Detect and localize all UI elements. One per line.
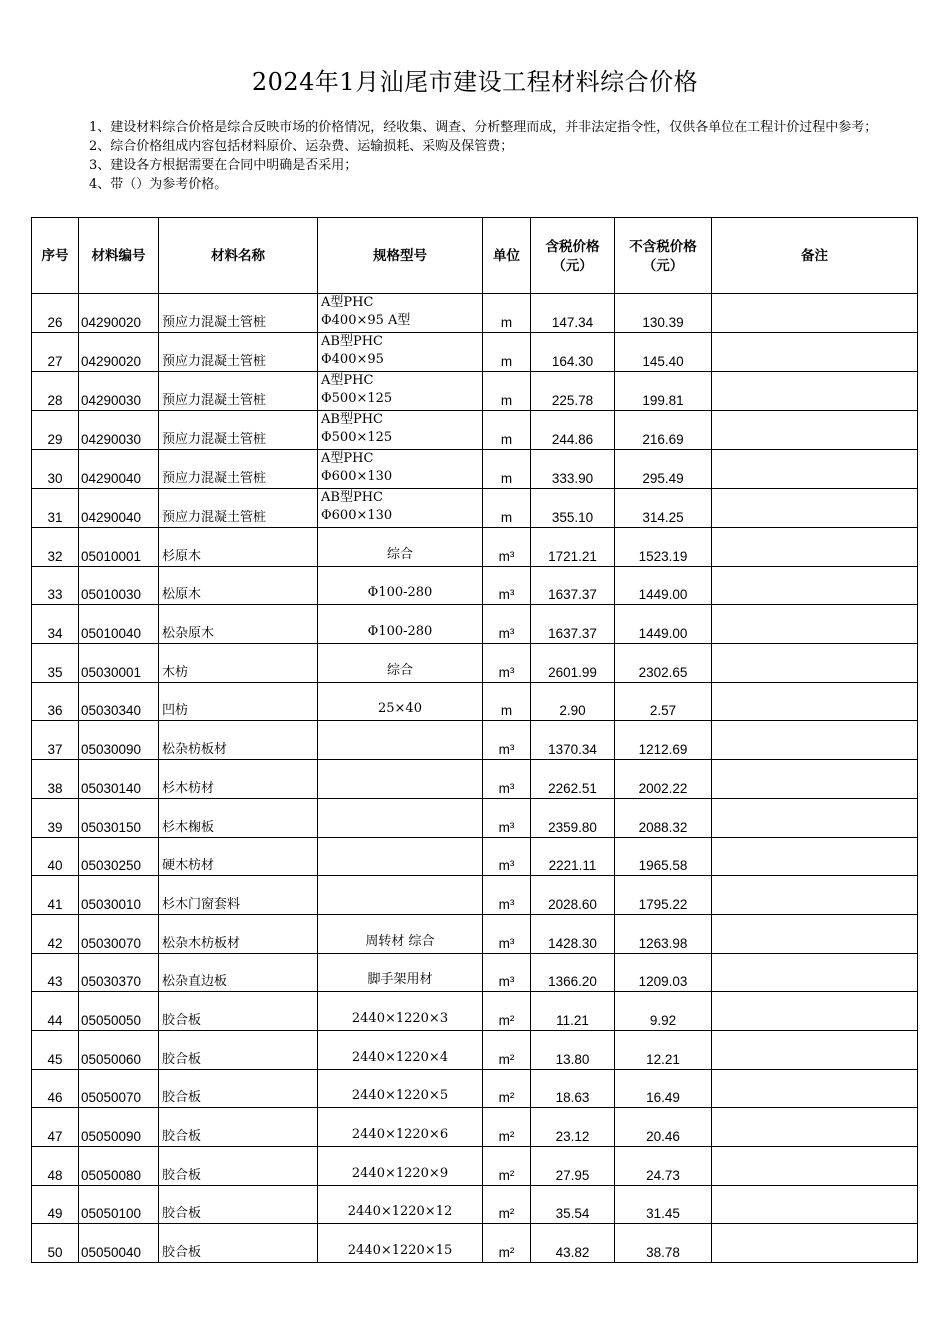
cell-no: 48 — [32, 1147, 79, 1186]
cell-no: 42 — [32, 914, 79, 953]
cell-tax-price: 27.95 — [531, 1147, 615, 1186]
table-row — [32, 1030, 918, 1069]
cell-remark — [712, 837, 918, 876]
cell-unit: m³ — [483, 566, 531, 605]
cell-unit: m³ — [483, 644, 531, 683]
header-tax-price: 含税价格（元） — [531, 218, 615, 294]
cell-no: 36 — [32, 682, 79, 721]
table-row — [32, 605, 918, 644]
cell-tax-price: 18.63 — [531, 1069, 615, 1108]
table-row — [32, 1069, 918, 1108]
table-row — [32, 876, 918, 915]
cell-code: 05030001 — [79, 644, 159, 683]
spec-line: Φ600×130 — [321, 508, 393, 523]
cell-notax-price: 2002.22 — [615, 760, 712, 799]
cell-notax-price: 16.49 — [615, 1069, 712, 1108]
table-row — [32, 566, 918, 605]
table-row — [32, 1108, 918, 1147]
header-no: 序号 — [32, 218, 79, 294]
cell-unit: m² — [483, 1224, 531, 1263]
page-title: 2024年1月汕尾市建设工程材料综合价格 — [251, 68, 699, 96]
cell-unit: m³ — [483, 721, 531, 760]
cell-tax-price: 1637.37 — [531, 566, 615, 605]
cell-unit: m³ — [483, 876, 531, 915]
cell-notax-price: 1263.98 — [615, 914, 712, 953]
cell-no: 35 — [32, 644, 79, 683]
cell-spec — [318, 953, 483, 992]
cell-unit: m — [483, 489, 531, 528]
note-item: 3、建设各方根据需要在合同中明确是否采用； — [89, 158, 358, 173]
cell-unit: m² — [483, 1185, 531, 1224]
cell-unit: m — [483, 294, 531, 333]
cell-notax-price: 2088.32 — [615, 798, 712, 837]
cell-name: 杉木椈板 — [159, 798, 318, 837]
cell-code: 05030340 — [79, 682, 159, 721]
spec-line: Φ400×95 — [321, 352, 384, 367]
cell-spec — [318, 1185, 483, 1224]
cell-code: 04290040 — [79, 450, 159, 489]
cell-name: 松杂木枋板材 — [159, 914, 318, 953]
cell-remark — [712, 953, 918, 992]
table-row — [32, 450, 918, 489]
cell-unit: m — [483, 333, 531, 372]
cell-name: 胶合板 — [159, 1108, 318, 1147]
cell-tax-price: 147.34 — [531, 294, 615, 333]
spec-line: AB型PHC — [321, 490, 383, 505]
cell-spec — [318, 566, 483, 605]
cell-unit: m² — [483, 1108, 531, 1147]
cell-spec — [318, 721, 483, 760]
cell-spec — [318, 760, 483, 799]
cell-spec — [318, 1224, 483, 1263]
cell-spec — [318, 450, 483, 489]
cell-notax-price: 145.40 — [615, 333, 712, 372]
cell-tax-price: 2359.80 — [531, 798, 615, 837]
cell-unit: m — [483, 411, 531, 450]
table-row — [32, 1185, 918, 1224]
cell-name: 预应力混凝土管桩 — [159, 294, 318, 333]
cell-name: 预应力混凝土管桩 — [159, 411, 318, 450]
spec-line: 2440×1220×9 — [351, 1165, 449, 1181]
spec-line: Φ600×130 — [321, 469, 393, 484]
cell-notax-price: 130.39 — [615, 294, 712, 333]
cell-tax-price: 2028.60 — [531, 876, 615, 915]
cell-spec — [318, 992, 483, 1031]
cell-name: 杉原木 — [159, 528, 318, 567]
cell-spec — [318, 605, 483, 644]
cell-name: 凹枋 — [159, 682, 318, 721]
spec-line: AB型PHC — [321, 412, 383, 427]
table-row — [32, 953, 918, 992]
cell-no: 38 — [32, 760, 79, 799]
cell-tax-price: 244.86 — [531, 411, 615, 450]
cell-no: 39 — [32, 798, 79, 837]
cell-name: 胶合板 — [159, 992, 318, 1031]
cell-remark — [712, 372, 918, 411]
cell-tax-price: 1370.34 — [531, 721, 615, 760]
cell-name: 松杂原木 — [159, 605, 318, 644]
cell-remark — [712, 798, 918, 837]
cell-spec — [318, 333, 483, 372]
cell-name: 预应力混凝土管桩 — [159, 489, 318, 528]
cell-notax-price: 9.92 — [615, 992, 712, 1031]
header-code: 材料编号 — [79, 218, 159, 294]
table-row — [32, 294, 918, 333]
cell-spec — [318, 294, 483, 333]
spec-line: Φ400×95 A型 — [321, 313, 411, 328]
cell-name: 预应力混凝土管桩 — [159, 333, 318, 372]
cell-code: 05030010 — [79, 876, 159, 915]
cell-tax-price: 43.82 — [531, 1224, 615, 1263]
cell-no: 37 — [32, 721, 79, 760]
cell-remark — [712, 682, 918, 721]
cell-tax-price: 35.54 — [531, 1185, 615, 1224]
cell-code: 05030250 — [79, 837, 159, 876]
cell-spec — [318, 1030, 483, 1069]
spec-line: Φ100-280 — [367, 585, 433, 601]
cell-code: 05050050 — [79, 992, 159, 1031]
cell-name: 预应力混凝土管桩 — [159, 450, 318, 489]
cell-tax-price: 1428.30 — [531, 914, 615, 953]
cell-no: 47 — [32, 1108, 79, 1147]
cell-remark — [712, 528, 918, 567]
table-row — [32, 528, 918, 567]
cell-remark — [712, 411, 918, 450]
cell-spec — [318, 798, 483, 837]
table-row — [32, 333, 918, 372]
cell-code: 05030090 — [79, 721, 159, 760]
cell-spec — [318, 1069, 483, 1108]
spec-line: Φ500×125 — [321, 430, 393, 445]
cell-unit: m³ — [483, 953, 531, 992]
cell-remark — [712, 1224, 918, 1263]
price-table — [31, 217, 918, 1263]
spec-line: 周转材 综合 — [365, 933, 435, 949]
cell-tax-price: 333.90 — [531, 450, 615, 489]
table-row — [32, 1147, 918, 1186]
cell-unit: m² — [483, 1030, 531, 1069]
cell-no: 44 — [32, 992, 79, 1031]
cell-code: 05030070 — [79, 914, 159, 953]
cell-name: 胶合板 — [159, 1185, 318, 1224]
cell-remark — [712, 992, 918, 1031]
cell-tax-price: 355.10 — [531, 489, 615, 528]
cell-no: 33 — [32, 566, 79, 605]
cell-name: 胶合板 — [159, 1030, 318, 1069]
spec-line: AB型PHC — [321, 334, 383, 349]
cell-name: 松原木 — [159, 566, 318, 605]
cell-notax-price: 216.69 — [615, 411, 712, 450]
cell-no: 45 — [32, 1030, 79, 1069]
cell-notax-price: 1965.58 — [615, 837, 712, 876]
cell-notax-price: 31.45 — [615, 1185, 712, 1224]
table-row — [32, 682, 918, 721]
spec-line: 2440×1220×15 — [347, 1243, 453, 1259]
table-row — [32, 489, 918, 528]
header-notax-price: 不含税价格（元） — [615, 218, 712, 294]
cell-remark — [712, 876, 918, 915]
cell-no: 41 — [32, 876, 79, 915]
cell-unit: m — [483, 682, 531, 721]
cell-code: 05010030 — [79, 566, 159, 605]
cell-remark — [712, 333, 918, 372]
cell-spec — [318, 372, 483, 411]
header-spec: 规格型号 — [318, 218, 483, 294]
spec-line: 2440×1220×6 — [351, 1127, 449, 1142]
spec-line: 2440×1220×12 — [347, 1204, 453, 1220]
table-row — [32, 1224, 918, 1263]
cell-spec — [318, 1108, 483, 1147]
cell-unit: m³ — [483, 605, 531, 644]
cell-notax-price: 199.81 — [615, 372, 712, 411]
table-row — [32, 721, 918, 760]
cell-tax-price: 1637.37 — [531, 605, 615, 644]
cell-code: 05050040 — [79, 1224, 159, 1263]
cell-notax-price: 2302.65 — [615, 644, 712, 683]
table-row — [32, 992, 918, 1031]
cell-unit: m³ — [483, 837, 531, 876]
spec-line: A型PHC — [321, 295, 374, 310]
cell-name: 预应力混凝土管桩 — [159, 372, 318, 411]
cell-remark — [712, 450, 918, 489]
cell-tax-price: 2.90 — [531, 682, 615, 721]
cell-code: 05030140 — [79, 760, 159, 799]
cell-remark — [712, 914, 918, 953]
cell-tax-price: 164.30 — [531, 333, 615, 372]
cell-spec — [318, 876, 483, 915]
cell-no: 34 — [32, 605, 79, 644]
cell-code: 04290030 — [79, 411, 159, 450]
cell-tax-price: 225.78 — [531, 372, 615, 411]
cell-name: 胶合板 — [159, 1147, 318, 1186]
cell-remark — [712, 1030, 918, 1069]
cell-unit: m² — [483, 1069, 531, 1108]
table-body — [32, 294, 918, 1263]
cell-name: 杉木枋材 — [159, 760, 318, 799]
note-item: 4、带（）为参考价格。 — [89, 177, 228, 192]
cell-name: 胶合板 — [159, 1224, 318, 1263]
cell-notax-price: 20.46 — [615, 1108, 712, 1147]
cell-remark — [712, 1069, 918, 1108]
cell-spec — [318, 644, 483, 683]
table-row — [32, 411, 918, 450]
cell-unit: m — [483, 372, 531, 411]
cell-spec — [318, 528, 483, 567]
cell-name: 木枋 — [159, 644, 318, 683]
spec-line: 2440×1220×4 — [351, 1049, 449, 1065]
cell-notax-price: 1449.00 — [615, 566, 712, 605]
spec-line: A型PHC — [321, 373, 374, 388]
cell-notax-price: 295.49 — [615, 450, 712, 489]
cell-notax-price: 38.78 — [615, 1224, 712, 1263]
notes-block — [89, 118, 879, 194]
cell-code: 05050070 — [79, 1069, 159, 1108]
header-unit: 单位 — [483, 218, 531, 294]
cell-notax-price: 1212.69 — [615, 721, 712, 760]
header-name: 材料名称 — [159, 218, 318, 294]
cell-no: 43 — [32, 953, 79, 992]
cell-no: 29 — [32, 411, 79, 450]
cell-name: 胶合板 — [159, 1069, 318, 1108]
table-row — [32, 372, 918, 411]
table-header-row — [32, 218, 918, 294]
cell-unit: m² — [483, 1147, 531, 1186]
table-row — [32, 644, 918, 683]
cell-spec — [318, 489, 483, 528]
cell-notax-price: 1795.22 — [615, 876, 712, 915]
cell-code: 05010001 — [79, 528, 159, 567]
cell-notax-price: 314.25 — [615, 489, 712, 528]
cell-tax-price: 2262.51 — [531, 760, 615, 799]
cell-name: 杉木门窗套料 — [159, 876, 318, 915]
cell-code: 05050100 — [79, 1185, 159, 1224]
spec-line: 25×40 — [378, 701, 422, 717]
cell-spec — [318, 914, 483, 953]
cell-no: 50 — [32, 1224, 79, 1263]
cell-no: 26 — [32, 294, 79, 333]
cell-spec — [318, 682, 483, 721]
cell-remark — [712, 1108, 918, 1147]
cell-no: 40 — [32, 837, 79, 876]
cell-unit: m — [483, 450, 531, 489]
cell-code: 05030370 — [79, 953, 159, 992]
cell-spec — [318, 837, 483, 876]
cell-remark — [712, 605, 918, 644]
cell-no: 32 — [32, 528, 79, 567]
cell-notax-price: 1523.19 — [615, 528, 712, 567]
cell-notax-price: 12.21 — [615, 1030, 712, 1069]
cell-notax-price: 2.57 — [615, 682, 712, 721]
cell-remark — [712, 1185, 918, 1224]
cell-code: 04290040 — [79, 489, 159, 528]
note-item: 1、建设材料综合价格是综合反映市场的价格情况，经收集、调查、分析整理而成，并非法定指令性，仅供各单位在工程计价过程中参考； — [89, 120, 878, 135]
spec-line: A型PHC — [321, 451, 374, 466]
cell-no: 27 — [32, 333, 79, 372]
cell-remark — [712, 644, 918, 683]
cell-code: 04290030 — [79, 372, 159, 411]
cell-notax-price: 24.73 — [615, 1147, 712, 1186]
spec-line: 综合 — [386, 546, 413, 562]
cell-code: 05050060 — [79, 1030, 159, 1069]
cell-tax-price: 1366.20 — [531, 953, 615, 992]
cell-code: 05030150 — [79, 798, 159, 837]
table-row — [32, 914, 918, 953]
cell-name: 松杂直边板 — [159, 953, 318, 992]
spec-line: Φ100-280 — [367, 624, 433, 640]
cell-code: 05010040 — [79, 605, 159, 644]
cell-notax-price: 1209.03 — [615, 953, 712, 992]
cell-name: 松杂枋板材 — [159, 721, 318, 760]
cell-unit: m³ — [483, 528, 531, 567]
cell-code: 05050080 — [79, 1147, 159, 1186]
cell-remark — [712, 760, 918, 799]
cell-code: 04290020 — [79, 333, 159, 372]
cell-spec — [318, 411, 483, 450]
cell-unit: m² — [483, 992, 531, 1031]
cell-no: 31 — [32, 489, 79, 528]
cell-tax-price: 2601.99 — [531, 644, 615, 683]
cell-tax-price: 13.80 — [531, 1030, 615, 1069]
cell-unit: m³ — [483, 798, 531, 837]
spec-line: 2440×1220×5 — [351, 1088, 449, 1104]
table-row — [32, 760, 918, 799]
cell-no: 49 — [32, 1185, 79, 1224]
cell-unit: m³ — [483, 760, 531, 799]
cell-no: 28 — [32, 372, 79, 411]
cell-remark — [712, 721, 918, 760]
cell-unit: m³ — [483, 914, 531, 953]
table-row — [32, 798, 918, 837]
spec-line: Φ500×125 — [321, 391, 393, 406]
spec-line: 脚手架用材 — [367, 972, 433, 988]
cell-no: 46 — [32, 1069, 79, 1108]
cell-remark — [712, 566, 918, 605]
cell-remark — [712, 489, 918, 528]
cell-code: 05050090 — [79, 1108, 159, 1147]
spec-line: 2440×1220×3 — [351, 1010, 449, 1026]
cell-tax-price: 1721.21 — [531, 528, 615, 567]
note-item: 2、综合价格组成内容包括材料原价、运杂费、运输损耗、采购及保管费； — [89, 139, 514, 154]
table-row — [32, 837, 918, 876]
cell-tax-price: 11.21 — [531, 992, 615, 1031]
cell-tax-price: 23.12 — [531, 1108, 615, 1147]
cell-no: 30 — [32, 450, 79, 489]
cell-tax-price: 2221.11 — [531, 837, 615, 876]
cell-remark — [712, 1147, 918, 1186]
header-remark: 备注 — [712, 218, 918, 294]
cell-code: 04290020 — [79, 294, 159, 333]
cell-notax-price: 1449.00 — [615, 605, 712, 644]
spec-line: 综合 — [386, 662, 413, 678]
cell-remark — [712, 294, 918, 333]
cell-name: 硬木枋材 — [159, 837, 318, 876]
cell-spec — [318, 1147, 483, 1186]
